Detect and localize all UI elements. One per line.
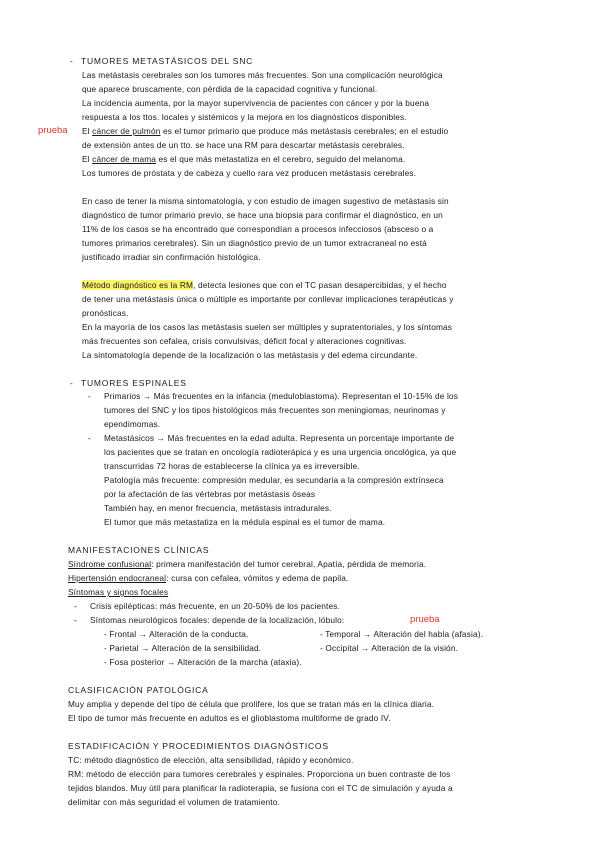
- text-line: 11% de los casos se ha encontrado que correspondían a procesos infecciosos (absceso o a: [82, 224, 434, 234]
- text-line: [68, 572, 348, 585]
- list-dash: -: [88, 391, 91, 401]
- text-span: es el que más metastatiza en el cerebro, seguido del melanoma.: [156, 154, 406, 164]
- text-line: justificado irradiar sin confirmación histológica.: [82, 252, 261, 262]
- text-span: : primera manifestación del tumor cerebral. Apatía, pérdida de memoria.: [151, 559, 427, 569]
- annotation-note-left: prueba: [38, 125, 68, 136]
- list-item-primarios: Primarios → Más frecuentes en la infancia (meduloblastoma). Representan el 10-15% de los: [104, 391, 458, 401]
- underlined-term: Síndrome confusional: [68, 559, 152, 569]
- text-line: por la afectación de las vértebras por metástasis óseas: [104, 489, 316, 499]
- text-line: tumores primarios cerebrales). Sin un diagnóstico previo de un tumor extracraneal no está: [82, 238, 427, 248]
- text-span: El: [82, 126, 93, 136]
- underlined-term: Hipertensión endocraneal: [68, 573, 167, 583]
- section-heading-estadificacion: ESTADIFICACIÓN Y PROCEDIMIENTOS DIAGNÓSTICOS: [68, 741, 329, 751]
- underlined-term: cáncer de pulmón: [92, 126, 161, 136]
- list-dash: -: [74, 615, 77, 625]
- text-line: En caso de tener la misma sintomatología, y con estudio de imagen sugestivo de metástasis sin: [82, 196, 449, 206]
- list-item-sintomas-focales: Síntomas neurológicos focales: depende de la localización, lóbulo:: [90, 615, 345, 625]
- text-line: También hay, en menor frecuencia, metástasis intradurales.: [104, 503, 332, 513]
- text-line: transcurridas 72 horas de establecerse la clínica ya es irreversible.: [104, 461, 360, 471]
- text-line: [82, 153, 405, 166]
- text-line: de tener una metástasis única o múltiple es importante por conllevar implicaciones terapéuticas y: [82, 294, 454, 304]
- underlined-term: Síntomas y signos focales: [68, 587, 169, 597]
- text-line: Patología más frecuente: compresión medular, es secundaria a la compresión extrínseca: [104, 475, 444, 485]
- text-line: Muy amplia y depende del tipo de célula que prolifere, los que se tratan más en la clínica diaria.: [68, 699, 435, 709]
- text-line: diagnóstico de tumor primario previo, se hace una biopsia para confirmar el diagnóstico, en un: [82, 210, 443, 220]
- list-item-metastasicos: Metastásicos → Más frecuentes en la edad adulta. Representa un porcentaje importante de: [104, 433, 455, 443]
- text-line: [68, 586, 168, 599]
- underlined-term: cáncer de mama: [92, 154, 157, 164]
- section-heading-clasificacion: CLASIFICACIÓN PATOLÓGICA: [68, 685, 209, 695]
- lobe-item-parietal: - Parietal → Alteración de la sensibilidad.: [104, 643, 262, 653]
- text-line: más frecuentes son cefalea, crisis convulsivas, déficit focal y alteraciones cognitivas.: [82, 336, 407, 346]
- text-span: , detecta lesiones que con el TC pasan desapercibidas, y el hecho: [193, 280, 447, 290]
- text-line: los pacientes que se tratan en oncología radioterápica y es una urgencia oncológica, ya que: [104, 447, 457, 457]
- list-dash: -: [88, 433, 91, 443]
- text-line: La incidencia aumenta, por la mayor supervivencia de pacientes con cáncer y por la buena: [82, 98, 430, 108]
- list-dash: -: [74, 601, 77, 611]
- text-line: TC: método diagnóstico de elección, alta sensibilidad, rápido y económico.: [68, 755, 354, 765]
- text-span: : cursa con cefalea, vómitos y edema de papila.: [166, 573, 349, 583]
- list-item-crisis: Crisis epilépticas: más frecuente, en un 20-50% de los pacientes.: [90, 601, 341, 611]
- text-line: El tipo de tumor más frecuente en adultos es el glioblastoma multiforme de grado IV.: [68, 713, 391, 723]
- lobe-item-frontal: - Frontal → Alteración de la conducta.: [104, 629, 249, 639]
- text-span: El: [82, 154, 93, 164]
- text-line: que aparece bruscamente, con pérdida de la capacidad cognitiva y funcional.: [82, 84, 378, 94]
- section-heading-manifestaciones: MANIFESTACIONES CLÍNICAS: [68, 545, 210, 555]
- text-line: Los tumores de próstata y de cabeza y cuello rara vez producen metástasis cerebrales.: [82, 168, 417, 178]
- text-line: ependimomas.: [104, 419, 161, 429]
- text-line: La sintomatología depende de la localización o las metástasis y del edema circundante.: [82, 350, 418, 360]
- section-heading-metastasicos: TUMORES METASTÁSICOS DEL SNC: [81, 56, 254, 66]
- text-line: tejidos blandos. Muy útil para planificar la radioterapia, se fusiona con el TC de simulación y ayuda a: [68, 783, 453, 793]
- lobe-item-fosa-posterior: - Fosa posterior → Alteración de la marcha (ataxia).: [104, 657, 302, 667]
- text-line: respuesta a los ttos. locales y sistémicos y la mejora en los diagnósticos disponibles.: [82, 112, 407, 122]
- highlighted-text: Método diagnóstico es la RM: [82, 280, 194, 290]
- text-line: En la mayoría de los casos las metástasis suelen ser múltiples y supratentoriales, y los síntomas: [82, 322, 453, 332]
- text-line: delimitar con más seguridad el volumen de tratamiento.: [68, 797, 280, 807]
- section-dash: -: [70, 56, 73, 66]
- text-line: Las metástasis cerebrales son los tumores más frecuentes. Son una complicación neurológica: [82, 70, 443, 80]
- lobe-item-temporal: - Temporal → Alteración del habla (afasia).: [320, 629, 484, 639]
- text-line: El tumor que más metastatiza en la médula espinal es el tumor de mama.: [104, 517, 386, 527]
- text-line: [82, 279, 447, 292]
- text-line: de extensión antes de un tto. se hace una RM para descartar metástasis cerebrales.: [82, 140, 405, 150]
- text-line: RM: método de elección para tumores cerebrales y espinales. Proporciona un buen contraste de los: [68, 769, 451, 779]
- annotation-note-right: prueba: [410, 614, 440, 625]
- text-span: es el tumor primario que produce más metástasis cerebrales; en el estudio: [160, 126, 449, 136]
- section-dash: -: [70, 378, 73, 388]
- text-line: [68, 558, 426, 571]
- text-line: tumores del SNC y los tipos histológicos más frecuentes son meningiomas, neurinomas y: [104, 405, 446, 415]
- section-heading-espinales: TUMORES ESPINALES: [81, 378, 187, 388]
- text-line: [82, 125, 448, 138]
- lobe-item-occipital: - Occipital → Alteración de la visión.: [320, 643, 459, 653]
- text-line: pronósticas.: [82, 308, 129, 318]
